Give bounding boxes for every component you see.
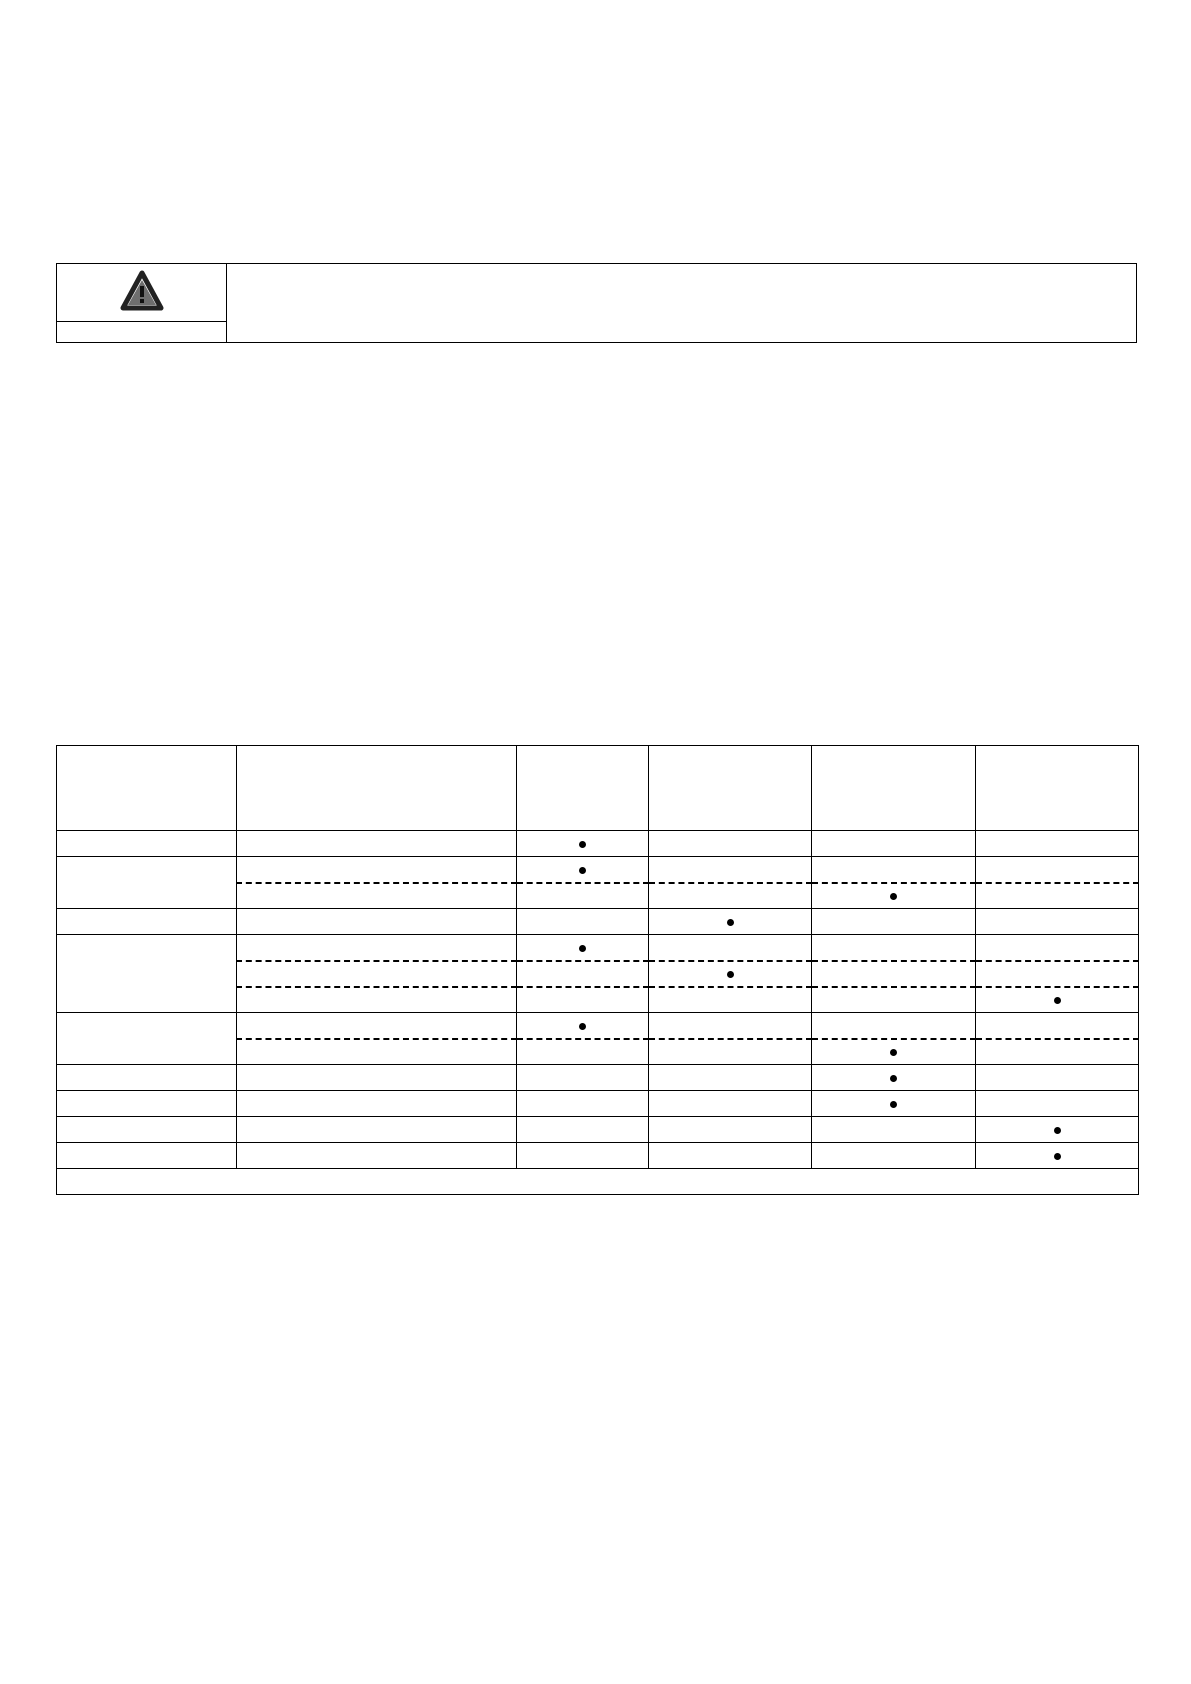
marker-dot (890, 893, 897, 900)
matrix-cell (812, 831, 976, 857)
matrix-cell (649, 961, 812, 987)
marker-dot (579, 841, 586, 848)
group-cell (57, 909, 237, 935)
matrix-cell (649, 1013, 812, 1039)
matrix-cell (976, 883, 1139, 909)
matrix-cell (976, 1039, 1139, 1065)
matrix-cell (976, 1117, 1139, 1143)
marker-dot (579, 867, 586, 874)
warning-box (56, 263, 1137, 343)
table-row (57, 831, 1139, 857)
marker-dot (727, 919, 734, 926)
matrix-cell (812, 935, 976, 961)
matrix-cell (517, 961, 649, 987)
marker-dot (1054, 1127, 1061, 1134)
matrix-cell (517, 1091, 649, 1117)
table-row (57, 935, 1139, 961)
matrix-cell (812, 1143, 976, 1169)
matrix-cell (517, 1013, 649, 1039)
matrix-cell (976, 1065, 1139, 1091)
matrix-cell (812, 1039, 976, 1065)
marker-dot (1054, 997, 1061, 1004)
matrix-cell (976, 831, 1139, 857)
table-row (57, 1117, 1139, 1143)
group-cell (57, 1117, 237, 1143)
matrix-cell (976, 935, 1139, 961)
marker-dot (579, 1023, 586, 1030)
group-cell (57, 935, 237, 1013)
marker-dot (579, 945, 586, 952)
table-row (57, 857, 1139, 883)
table-header-row (57, 746, 1139, 831)
header-cell-5 (812, 746, 976, 831)
matrix-cell (649, 831, 812, 857)
group-cell (57, 1065, 237, 1091)
matrix-cell (517, 987, 649, 1013)
matrix-cell (517, 1143, 649, 1169)
matrix-cell (237, 1117, 517, 1143)
matrix-cell (517, 1039, 649, 1065)
matrix-cell (649, 935, 812, 961)
matrix-cell (976, 1091, 1139, 1117)
matrix-cell (649, 1065, 812, 1091)
matrix-cell (237, 883, 517, 909)
matrix-cell (812, 961, 976, 987)
marker-dot (890, 1049, 897, 1056)
matrix-cell (649, 987, 812, 1013)
table-row (57, 1013, 1139, 1039)
marker-dot (1054, 1153, 1061, 1160)
matrix-cell (237, 1013, 517, 1039)
matrix-cell (237, 987, 517, 1013)
matrix-cell (812, 909, 976, 935)
matrix-cell (237, 961, 517, 987)
group-cell (57, 1013, 237, 1065)
matrix-cell (812, 1091, 976, 1117)
matrix-cell (976, 987, 1139, 1013)
marker-dot (890, 1075, 897, 1082)
table-row (57, 1065, 1139, 1091)
marker-table (56, 745, 1139, 1195)
table-body (57, 831, 1139, 1169)
matrix-cell (649, 909, 812, 935)
matrix-cell (237, 1065, 517, 1091)
header-cell-1 (57, 746, 237, 831)
matrix-cell (649, 1143, 812, 1169)
matrix-cell (812, 1117, 976, 1143)
matrix-cell (237, 831, 517, 857)
matrix-cell (649, 883, 812, 909)
matrix-cell (976, 1143, 1139, 1169)
matrix-cell (237, 935, 517, 961)
warning-icon-cell (57, 264, 227, 342)
table-row (57, 909, 1139, 935)
header-cell-4 (649, 746, 812, 831)
group-cell (57, 1091, 237, 1117)
table-footer-row (57, 1169, 1139, 1195)
table-row (57, 1091, 1139, 1117)
group-cell (57, 857, 237, 909)
matrix-cell (517, 935, 649, 961)
matrix-cell (237, 857, 517, 883)
matrix-cell (517, 909, 649, 935)
matrix-cell (517, 1117, 649, 1143)
matrix-cell (649, 1117, 812, 1143)
header-cell-2 (237, 746, 517, 831)
matrix-cell (812, 1065, 976, 1091)
matrix-cell (812, 857, 976, 883)
matrix-cell (237, 1143, 517, 1169)
matrix-cell (517, 1065, 649, 1091)
group-cell (57, 1143, 237, 1169)
matrix-cell (517, 883, 649, 909)
warning-icon-area (57, 264, 226, 322)
warning-text (227, 264, 1136, 342)
matrix-cell (976, 1013, 1139, 1039)
warning-triangle-icon (120, 270, 164, 312)
matrix-cell (237, 1091, 517, 1117)
matrix-cell (976, 909, 1139, 935)
matrix-cell (237, 909, 517, 935)
header-cell-6 (976, 746, 1139, 831)
table-footer-cell (57, 1169, 1139, 1195)
group-cell (57, 831, 237, 857)
matrix-cell (812, 987, 976, 1013)
matrix-cell (517, 857, 649, 883)
matrix-cell (649, 1091, 812, 1117)
matrix-cell (812, 1013, 976, 1039)
marker-dot (890, 1101, 897, 1108)
header-cell-3 (517, 746, 649, 831)
table-row (57, 1143, 1139, 1169)
matrix-cell (649, 857, 812, 883)
matrix-cell (812, 883, 976, 909)
matrix-cell (976, 857, 1139, 883)
matrix-cell (976, 961, 1139, 987)
matrix-cell (649, 1039, 812, 1065)
marker-dot (727, 971, 734, 978)
matrix-cell (517, 831, 649, 857)
matrix-cell (237, 1039, 517, 1065)
